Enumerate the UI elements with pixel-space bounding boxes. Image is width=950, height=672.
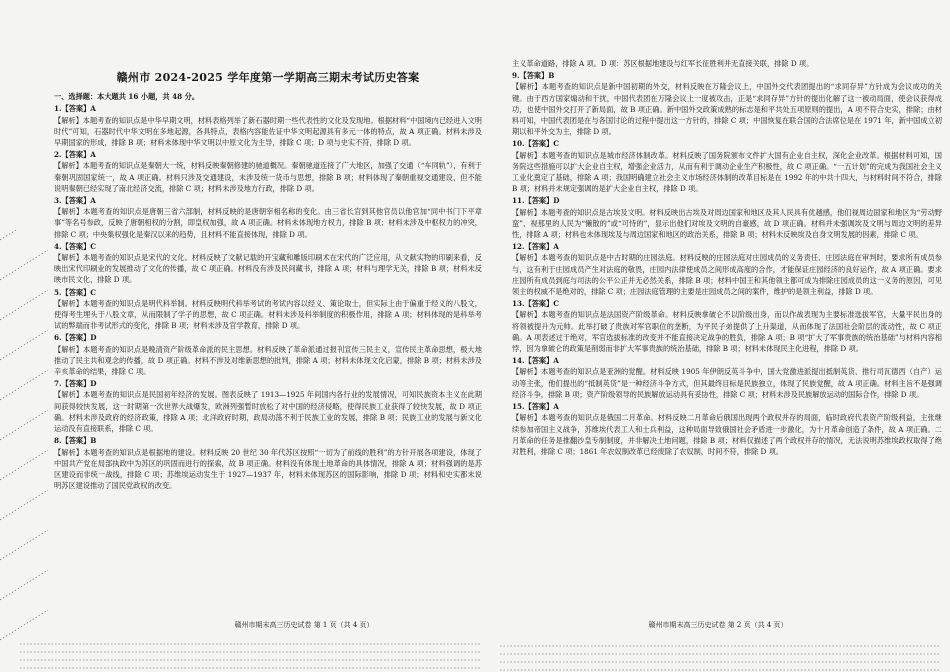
answer-item bbox=[512, 355, 942, 400]
answer-item bbox=[512, 138, 942, 194]
answer-label: 4.【答案】C bbox=[54, 241, 96, 251]
answer-label: 13.【答案】C bbox=[512, 299, 559, 309]
answer-explanation: 【解析】本题考查的知识点是明代科举制。材料反映明代科举考试的考试内容以经义、策论取士，但实际上由于偏重于经义的八股文，使得考生埋头于八股文章，从而限制了学子的思想，故 C 项正确。材料未涉及科举制度的积极作用，排除 A 项；材料体现的是科举考试的弊端而非考试形式的变化，排除 B 项；材料未涉及官学教育，排除 D 项。 bbox=[54, 298, 482, 331]
page-footer-right: 赣州市期末高三历史试卷 第 2 页（共 4 页） bbox=[648, 621, 788, 629]
answer-label: 12.【答案】A bbox=[512, 242, 559, 252]
answer-label: 7.【答案】D bbox=[54, 379, 97, 389]
answer-label: 2.【答案】A bbox=[54, 150, 96, 160]
answer-explanation: 【解析】本题考查的知识点是宋代的文化。材料反映了文献记载的开宝藏和雕版印刷术在宋代的广泛应用，从文献实物的印刷来看，反映出宋代印刷业的发展推动了文化的传播，故 C 项正确。材料没有涉及民间藏书，排除 A 项；材料与理学无关，排除 B 项；材料未反映市民文化，排除 D 项。 bbox=[54, 253, 482, 285]
answer-explanation: 【解析】本题考查的知识点是中古时期的庄园法庭。材料反映的庄园法庭对庄园成员的义务责任、庄园法庭在审判时，要求所有成员参与，这有利于庄园成员产生对法庭的敬畏，庄园内法律使成员之间形成高度的合作，才能保证庄园经济的良好运作，故 A 项正确。要求庄园所有成员到庭与司法的公平公正并无必然关系，排除 B 项；材料中国王和其他领主都可成为排除庄园成员的这一义务的原因，可见领主的权威不是绝对的，排除 C 项；庄园法庭管理的主要是庄园成员之间的案件，维护的是领主利益，排除 D 项。 bbox=[512, 253, 942, 297]
answer-label: 15.【答案】A bbox=[512, 402, 559, 412]
answer-explanation: 【解析】本题考查的知识点是根据地的建设。材料反映 20 世纪 30 年代苏区按照“一切为了前线的胜利”的方针开展各项建设，体现了中国共产党在局部执政中为苏区的巩固而进行的探索，故 B 项正确。材料没有体现土地革命的具体情况，排除 A 项；材料强调的是苏区建设而非统一战线，排除 C 项；苏维埃运动发生于 1927—1937 年，材料未体现苏区的国际影响，排除 D 项；材料和史实都未说明苏区建设推动了国民党政权的改变。 bbox=[54, 447, 482, 491]
answer-label: 8.【答案】B bbox=[54, 436, 97, 446]
answer-explanation: 【解析】本题考查的知识点是民国初年经济的发展。图表反映了 1913—1925 年间国内各行业的发展情况，可知民族资本主义在此期间获得较快发展，这一时期第一次世界大战爆发，欧洲列强暂时放松了对中国的经济侵略，使得民族工业获得了较快发展，故 D 项正确。材料未涉及政府的经济政策，排除 A 项；北洋政府时期，政局动荡不利于民族工业的发展，排除 B 项；民族工业的发展与新文化运动没有直接联系，排除 C 项。 bbox=[54, 390, 482, 434]
answer-explanation: 【解析】本题考查的知识点是新中国初期的外交，材料反映在万隆会议上，中国外交代表团提出的“求同存异”方针成为会议成功的关键。由于西方国家煽动和干扰，中国代表团在万隆会议上一度被攻击，正是“求同存异”方针的提出化解了这一被动局面，使会议获得成功，也使中国外交打开了新局面，故 B 项正确。新中国外交政策成熟的标志是和平共处五项原则的提出，A 项不符合史实，排除；由材料可知，中国代表团是在与各国讨论的过程中提出这一方针的，排除 C 项；中国恢复在联合国的合法席位是在 1971 年，新中国成立初期以和平外交为主，排除 D 项。 bbox=[512, 82, 942, 137]
answer-item bbox=[512, 401, 942, 457]
answer-item bbox=[54, 287, 482, 332]
answer-item-continued bbox=[512, 58, 942, 69]
answer-item bbox=[54, 241, 482, 286]
answer-item bbox=[512, 195, 942, 240]
section-heading: 一、选择题：本大题共 16 小题，共 48 分。 bbox=[54, 92, 200, 102]
answer-item bbox=[512, 70, 942, 137]
answer-label: 1.【答案】A bbox=[54, 104, 96, 114]
answer-item bbox=[512, 241, 942, 297]
page-title: 赣州市 2024-2025 学年度第一学期高三期末考试历史答案 bbox=[116, 71, 420, 84]
answer-label: 5.【答案】C bbox=[54, 287, 96, 297]
answer-item bbox=[54, 435, 482, 491]
answer-item bbox=[512, 298, 942, 354]
answer-explanation: 【解析】本题考查的知识点是古埃及文明。材料反映出古埃及对周边国家和地区及其人民具有优越感，他们视周边国家和地区为“劳动野蛮”、视那里的人民为“懒散的”或“可恃的”，显示出他们对埃及文明的自豪感，故 D 项正确。材料并未强调埃及文明与周边文明的差异性，排除 A 项；材料也未体现埃及与周边国家和地区的政治关系，排除 B 项；材料未反映埃及自身文明发展的因素，排除 C 项。 bbox=[512, 207, 942, 240]
answer-label: 3.【答案】A bbox=[54, 196, 96, 206]
answer-label: 9.【答案】B bbox=[512, 71, 555, 81]
left-edge-dotted-lines bbox=[0, 230, 48, 650]
answer-item bbox=[54, 332, 482, 377]
answer-item bbox=[54, 195, 482, 240]
answer-explanation: 【解析】本题考查的知识点是唐朝三省六部制，材料反映的是唐朝宰相名称的变化。由三省长官到其他官员以他官加“同中书门下平章事”等名号参政，反映了唐朝相权的分割，即皇权加强，故 A 项正确。材料未体现地方权力，排除 B 项；材料未涉及中枢权力的冲突，排除 C 项；中央集权强化是秦汉以来的趋势，且材料不能直接体现，排除 D 项。 bbox=[54, 207, 482, 239]
answer-explanation: 【解析】本题考查的知识点是法国资产阶级革命。材料反映拿破仑不以阶级出身，而以作战表现为主要标准选拔军官，大量平民出身的将领被提升为元帅。此举打破了贵族对军官职位的垄断，为平民子弟提供了上升渠道，从而体现了法国社会阶层的流动性，故 C 项正确。A 项表述过于绝对，军官选拔标准的改变并不能直接决定战争的胜负，排除 A 项；B 项“扩大了军事贵族的统治基础”与材料内容相悖，因为拿破仑的政策是削弱而非扩大军事贵族的统治基础，排除 B 项；材料未体现民主化进程，排除 D 项。 bbox=[512, 310, 942, 354]
answer-label: 6.【答案】D bbox=[54, 333, 97, 343]
answer-page-2 bbox=[512, 58, 942, 638]
answer-explanation: 【解析】本题考查的知识点是秦朝大一统，材料反映秦朝修建的驰道概况。秦朝驰道连接了广大地区，加强了交通（“车同轨”），有利于秦朝巩固国家统一，故 A 项正确。材料只涉及交通建设，未涉及统一货币与思想，排除 B 项；材料体现了秦朝重视交通建设，但不能说明秦朝已经实现了南北经济交流，排除 C 项；材料未涉及地方行政，排除 D 项。 bbox=[54, 161, 482, 193]
answer-explanation: 主义革命道路，排除 A 项。D 项：苏区根据地建设与红军长征胜利并无直接关联，排除 D 项。 bbox=[512, 59, 814, 68]
page-footer-left: 赣州市期末高三历史试卷 第 1 页（共 4 页） bbox=[234, 621, 374, 629]
bottom-edge-dotted-lines bbox=[0, 640, 950, 672]
answer-page-1 bbox=[54, 58, 482, 638]
answer-explanation: 【解析】本题考查的知识点是俄国二月革命。材料反映二月革命后俄国出现两个政权并存的局面，临时政府代表资产阶级利益，主张继续参加帝国主义战争，苏维埃代表工人和士兵利益，这种局面导致俄国社会矛盾进一步激化，为十月革命创造了条件，故 A 项正确。二月革命的任务是推翻沙皇专制制度，并非解决土地问题，排除 B 项；材料仅描述了两个政权并存的情况，无法说明苏维埃政权取得了绝对胜利，排除 C 项；1861 年农奴制改革已经废除了农奴制，时间不符，排除 D 项。 bbox=[512, 413, 942, 456]
answer-item bbox=[54, 378, 482, 434]
answer-explanation: 【解析】本题考查的知识点是亚洲的觉醒。材料反映 1905 年伊朗反英斗争中，国大党激进派提出抵制英货、推行司瓦德西（自产）运动等主张，他们提出的“抵制英货”是一种经济斗争方式，但其最终目标是民族独立，体现了民族觉醒，故 A 项正确。材料主旨不是强调经济斗争，排除 B 项；资产阶级领导的民族解放运动具有妥协性，排除 C 项；材料未涉及民族解放运动的国际合作，排除 D 项。 bbox=[512, 367, 942, 399]
answer-label: 10.【答案】C bbox=[512, 139, 559, 149]
answer-explanation: 【解析】本题考查的知识点是中华早期文明，材料表格列举了新石器时期一些代表性的文化及发现地。根据材料“中国境内已经进入文明时代”可知，石器时代中华文明在多地起源，各具特点，表格内容能佐证中华文明起源具有多元一体的特点，故 A 项正确。材料未涉及早期国家的形成，排除 B 项；材料未体现中华文明以中原文化为主导，排除 C 项；D 项与史实不符，排除 D 项。 bbox=[54, 115, 482, 148]
answer-item bbox=[54, 103, 482, 148]
answer-explanation: 【解析】本题考查的知识点是城市经济体制改革。材料反映了国务院颁布文件扩大国有企业自主权，深化企业改革。根据材料可知，国务院这些措施可以扩大企业自主权，增强企业活力，从而有利于调动企业生产积极性，故 C 项正确。“一五计划”的完成为我国社会主义工业化奠定了基础，排除 A 项；我国明确建立社会主义市场经济体制的改革目标是在 1992 年的中共十四大，与材料时间不符合，排除 B 项；材料并未规定强调的是扩大企业自主权，排除 D 项。 bbox=[512, 150, 942, 194]
answer-item bbox=[54, 149, 482, 194]
answer-label: 11.【答案】D bbox=[512, 196, 560, 206]
answer-explanation: 【解析】本题考查的知识点是晚清资产阶级革命派的民主思想。材料反映了革命派通过报刊宣传三民主义，宣传民主革命思想，极大地推动了民主共和观念的传播，故 D 项正确。材料不涉及对维新思想的批判，排除 A 项；材料未体现文化启蒙，排除 B 项；材料未涉及辛亥革命的结果，排除 C 项。 bbox=[54, 344, 482, 377]
answer-label: 14.【答案】A bbox=[512, 356, 559, 366]
